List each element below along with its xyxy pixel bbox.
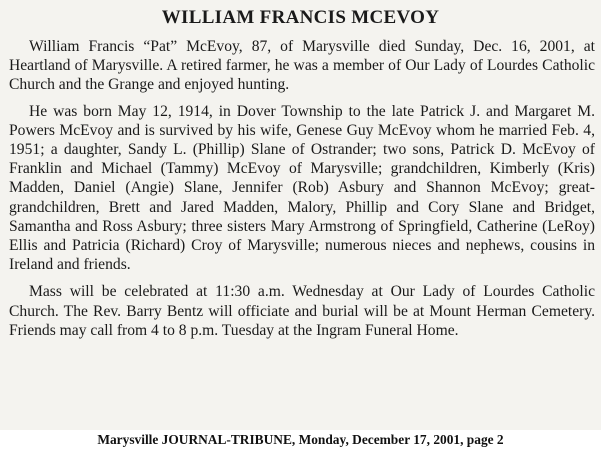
obituary-body	[9, 37, 595, 347]
source-citation: Marysville JOURNAL-TRIBUNE, Monday, December 17, 2001, page 2	[97, 432, 504, 447]
obituary-paragraph-survivors: He was born May 12, 1914, in Dover Township to the late Patrick J. and Margaret M. Powers McEvoy and is survived by his wife, Genese Guy McEvoy whom he married Feb. 4, 1951; a daughter, Sandy L. (Phillip) Slane of Ostrander; two sons, Patrick D. McEvoy of Franklin and Michael (Tammy) McEvoy of Marysville; grandchildren, Kimberly (Kris) Madden, Daniel (Angie) Slane, Jennifer (Rob) Asbury and Shannon McEvoy; great-grandchildren, Brett and Jared Madden, Malory, Phillip and Cory Slane and Bridget, Samantha and Ross Asbury; three sisters Mary Armstrong of Springfield, Catherine (LeRoy) Ellis and Patricia (Richard) Croy of Marysville; numerous nieces and nephews, cousins in Ireland and friends.	[9, 102, 595, 274]
obituary-paragraph-death-notice: William Francis “Pat” McEvoy, 87, of Marysville died Sunday, Dec. 16, 2001, at Heartland of Marysville. A retired farmer, he was a member of Our Lady of Lourdes Catholic Church and the Grange and enjoyed hunting.	[9, 38, 595, 94]
obituary-headline: WILLIAM FRANCIS MCEVOY	[161, 7, 440, 28]
obituary-paragraph-services: Mass will be celebrated at 11:30 a.m. Wednesday at Our Lady of Lourdes Catholic Church. The Rev. Barry Bentz will officiate and burial will be at Mount Herman Cemetery. Friends may call from 4 to 8 p.m. Tuesday at the Ingram Funeral Home.	[9, 283, 595, 339]
